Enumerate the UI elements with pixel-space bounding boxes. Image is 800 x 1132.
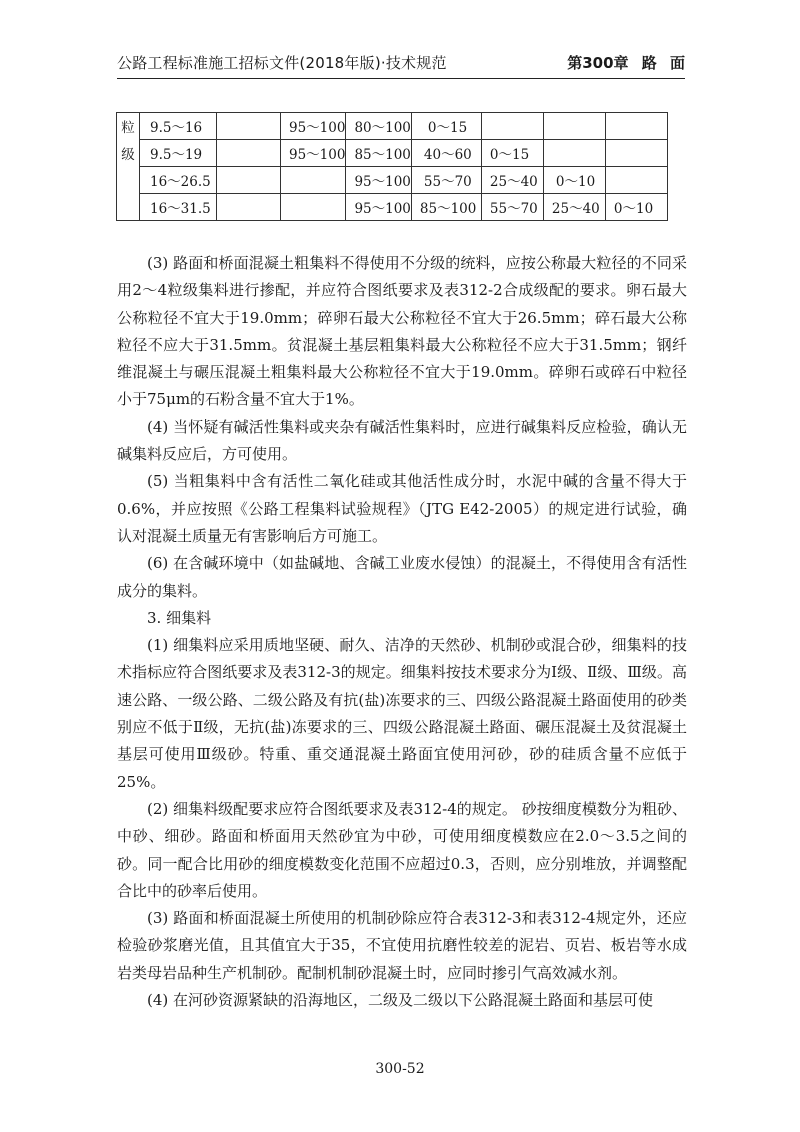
paragraph: (4) 当怀疑有碱活性集料或夹杂有碱活性集料时，应进行碱集料反应检验，确认无碱集料反应后，方可使用。 [117, 417, 687, 464]
table-cell [481, 113, 543, 140]
table-cell: 0～10 [543, 167, 605, 194]
table-cell: 40～60 [411, 140, 481, 167]
table-cell [217, 140, 281, 167]
table-cell: 16～31.5 [140, 194, 217, 221]
table-cell: 55～70 [481, 194, 543, 221]
table-cell [605, 167, 667, 194]
table-cell: 95～100 [281, 140, 346, 167]
table-cell: 80～100 [346, 113, 411, 140]
table-cell: 85～100 [346, 140, 411, 167]
table-cell [605, 140, 667, 167]
paragraph: (6) 在含碱环境中（如盐碱地、含碱工业废水侵蚀）的混凝土，不得使用含有活性成分的集料。 [117, 554, 687, 600]
table-cell [217, 194, 281, 221]
table-cell [605, 113, 667, 140]
table-cell: 55～70 [411, 167, 481, 194]
table-cell [543, 113, 605, 140]
section-heading: 3. 细集料 [147, 608, 212, 627]
table-cell [217, 113, 281, 140]
table-cell: 95～100 [346, 167, 411, 194]
table-cell: 16～26.5 [140, 167, 217, 194]
paragraph: (1) 细集料应采用质地坚硬、耐久、洁净的天然砂、机制砂或混合砂，细集料的技术指标应符合图纸要求及表312-3的规定。细集料按技术要求分为Ⅰ级、Ⅱ级、Ⅲ级。高速公路、一级公路、二级公路及有抗(盐)冻要求的三、四级公路混凝土路面使用的砂类别应不低于Ⅱ级，无抗(盐)冻要求的三、四级公路混凝土路面、碾压混凝土及贫混凝土基层可使用Ⅲ级砂。特重、重交通混凝土路面宜使用河砂，砂的硅质含量不应低于25%。 [117, 636, 687, 791]
page-number: 300-52 [375, 1061, 425, 1077]
table-cell [217, 167, 281, 194]
table-cell [281, 167, 346, 194]
table-cell: 0～15 [481, 140, 543, 167]
page-header [117, 50, 685, 79]
table-cell: 9.5～19 [140, 140, 217, 167]
body-text [117, 250, 687, 1014]
table-cell: 9.5～16 [140, 113, 217, 140]
paragraph: (5) 当粗集料中含有活性二氧化硅或其他活性成分时，水泥中碱的含量不得大于0.6%，并应按照《公路工程集料试验规程》（JTG E42-2005）的规定进行试验，确认对混凝土质量无有害影响后方可施工。 [117, 472, 687, 545]
table-cell: 0～10 [605, 194, 667, 221]
side-label [117, 167, 140, 194]
paragraph: (4) 在河砂资源紧缺的沿海地区，二级及二级以下公路混凝土路面和基层可使 [147, 991, 654, 1010]
table-cell [281, 194, 346, 221]
table-cell [543, 140, 605, 167]
header-document-title: 公路工程标准施工招标文件(2018年版)·技术规范 [117, 54, 447, 72]
table-cell: 95～100 [281, 113, 346, 140]
side-label: 级 [117, 140, 140, 167]
table-row [117, 167, 668, 194]
table-cell: 85～100 [411, 194, 481, 221]
paragraph: (3) 路面和桥面混凝土所使用的机制砂除应符合表312-3和表312-4规定外，还应检验砂浆磨光值，且其值宜大于35，不宜使用抗磨性较差的泥岩、页岩、板岩等水成岩类母岩品种生产机制砂。配制机制砂混凝土时，应同时掺引气高效减水剂。 [117, 909, 687, 982]
grading-table [116, 112, 668, 221]
table-cell: 95～100 [346, 194, 411, 221]
table-cell: 25～40 [481, 167, 543, 194]
table-row [117, 140, 668, 167]
table-cell: 0～15 [411, 113, 481, 140]
table-cell: 25～40 [543, 194, 605, 221]
paragraph: (3) 路面和桥面混凝土粗集料不得使用不分级的统料，应按公称最大粒径的不同采用2～4粒级集料进行掺配，并应符合图纸要求及表312-2合成级配的要求。卵石最大公称粒径不宜大于19.0mm；碎卵石最大公称粒径不宜大于26.5mm；碎石最大公称粒径不应大于31.5mm。贫混凝土基层粗集料最大公称粒径不应大于31.5mm；钢纤维混凝土与碾压混凝土粗集料最大公称粒径不宜大于19.0mm。碎卵石或碎石中粒径小于75μm的石粉含量不宜大于1%。 [117, 254, 687, 409]
paragraph: (2) 细集料级配要求应符合图纸要求及表312-4的规定。 砂按细度模数分为粗砂、中砂、细砂。路面和桥面用天然砂宜为中砂，可使用细度模数应在2.0～3.5之间的砂。同一配合比用砂的细度模数变化范围不应超过0.3，否则，应分别堆放，并调整配合比中的砂率后使用。 [117, 799, 687, 900]
table-row [117, 113, 668, 140]
table-row [117, 194, 668, 221]
side-label: 粒 [117, 113, 140, 140]
side-label [117, 194, 140, 221]
header-chapter-title: 第300章 路 面 [567, 54, 685, 72]
